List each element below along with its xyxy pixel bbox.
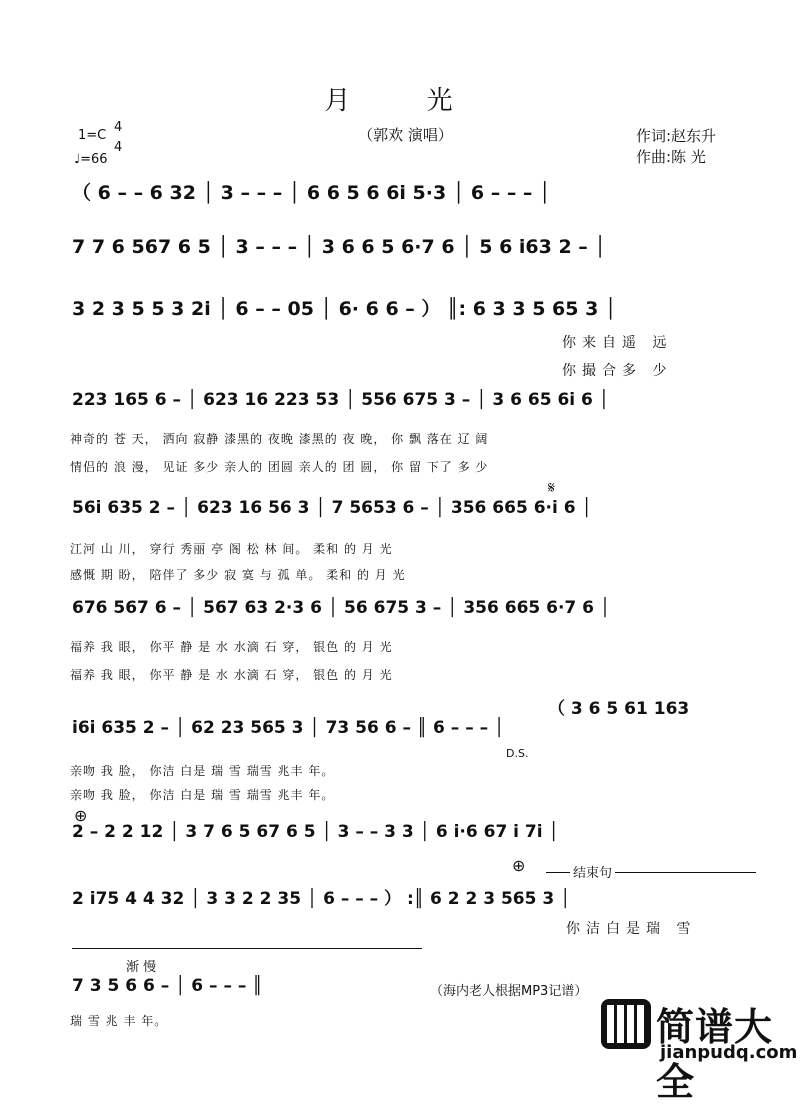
time-numerator: 4 [114, 120, 123, 135]
lyrics-line-5a: 江河 山 川， 穿行 秀丽 亭 阁 松 林 间。 柔和 的 月 光 [70, 542, 393, 556]
time-denominator: 4 [114, 140, 123, 155]
source-note: （海内老人根据MP3记谱） [430, 984, 588, 999]
watermark-url: jianpudq.com [660, 1042, 798, 1063]
lyrics-line-6a: 福养 我 眼， 你平 静 是 水 水滴 石 穿， 银色 的 月 光 [70, 640, 393, 654]
tempo-marking: ♩=66 [74, 152, 108, 167]
score-line-9: 2 i75 4 4 32 │ 3 3 2 2 35 │ 6 – – – ） :║ 6 2 2 3 565 3 │ [72, 889, 571, 909]
score-line-1: （ 6 – – 6 32 │ 3 – – – │ 6 6 5 6 6i 5·3 │ 6 – – – │ [72, 182, 551, 204]
lyrics-line-7b: 亲吻 我 脸， 你洁 白是 瑞 雪 瑞雪 兆丰 年。 [70, 788, 335, 802]
lyrics-line-5b: 感慨 期 盼， 陪伴了 多少 寂 寞 与 孤 单。 柔和 的 月 光 [70, 568, 406, 582]
segno-sign: 𝄋 [548, 478, 555, 497]
score-line-7-intro: （ 3 6 5 61 163 [548, 699, 690, 719]
key-signature: 1=C [78, 128, 107, 143]
lyrics-line-7a: 亲吻 我 脸， 你洁 白是 瑞 雪 瑞雪 兆丰 年。 [70, 764, 335, 778]
performer-line: （郭欢 演唱） [358, 126, 453, 144]
score-line-10: 7 3 5 6 6 – │ 6 – – – ║ [72, 976, 263, 996]
coda-sign-2: ⊕ [512, 856, 526, 875]
score-line-3: 3 2 3 5 5 3 2i │ 6 – – 05 │ 6· 6 6 – ） ║: 6 3 3 5 65 3 │ [72, 298, 617, 320]
score-line-8: 2 – 2 2 12 │ 3 7 6 5 67 6 5 │ 3 – – 3 3 │ 6 i·6 67 i 7i │ [72, 822, 559, 842]
song-title: 月 光 [324, 86, 487, 116]
lyrics-line-9: 你洁白是瑞 雪 [566, 921, 697, 937]
lyricist: 作词:赵东升 [636, 127, 717, 145]
composer: 作曲:陈 光 [636, 148, 706, 166]
watermark-text: 简谱大全 [656, 1005, 774, 1104]
credits [636, 126, 716, 168]
score-line-6: 676 567 6 – │ 567 63 2·3 6 │ 56 675 3 – │ 356 665 6·7 6 │ [72, 598, 611, 618]
lyrics-line-3b: 你撮合多 少 [562, 363, 673, 379]
lyrics-line-4a: 神奇的 苍 天， 洒向 寂静 漆黑的 夜晚 漆黑的 夜 晚， 你 飘 落在 辽 阔 [70, 432, 489, 446]
score-line-4: 223 165 6 – │ 623 16 223 53 │ 556 675 3 – │ 3 6 65 6i 6 │ [72, 390, 609, 410]
score-line-5: 56i 635 2 – │ 623 16 56 3 │ 7 5653 6 – │ 356 665 6·i 6 │ [72, 498, 592, 518]
lyrics-line-6b: 福养 我 眼， 你平 静 是 水 水滴 石 穿， 银色 的 月 光 [70, 668, 393, 682]
score-line-7: i6i 635 2 – │ 62 23 565 3 │ 73 56 6 – ║ 6 – – – │ [72, 718, 505, 738]
piano-keys-icon [600, 998, 652, 1050]
bracket-line [72, 948, 422, 949]
lyrics-line-3a: 你来自遥 远 [562, 335, 673, 351]
lyrics-line-4b: 情侣的 浪 漫， 见证 多少 亲人的 团圆 亲人的 团 圆， 你 留 下了 多 少 [70, 460, 489, 474]
ritardando-marking: 渐 慢 [126, 960, 157, 975]
ending-label: 结束句 [570, 862, 615, 881]
lyrics-line-10: 瑞 雪 兆 丰 年。 [70, 1014, 168, 1028]
dal-segno: D.S. [506, 747, 529, 760]
score-line-2: 7 7 6 567 6 5 │ 3 – – – │ 3 6 6 5 6·7 6 │ 5 6 i63 2 – │ [72, 236, 606, 258]
coda-sign: ⊕ [74, 806, 88, 825]
watermark-logo [600, 996, 810, 1104]
time-signature [114, 118, 122, 158]
